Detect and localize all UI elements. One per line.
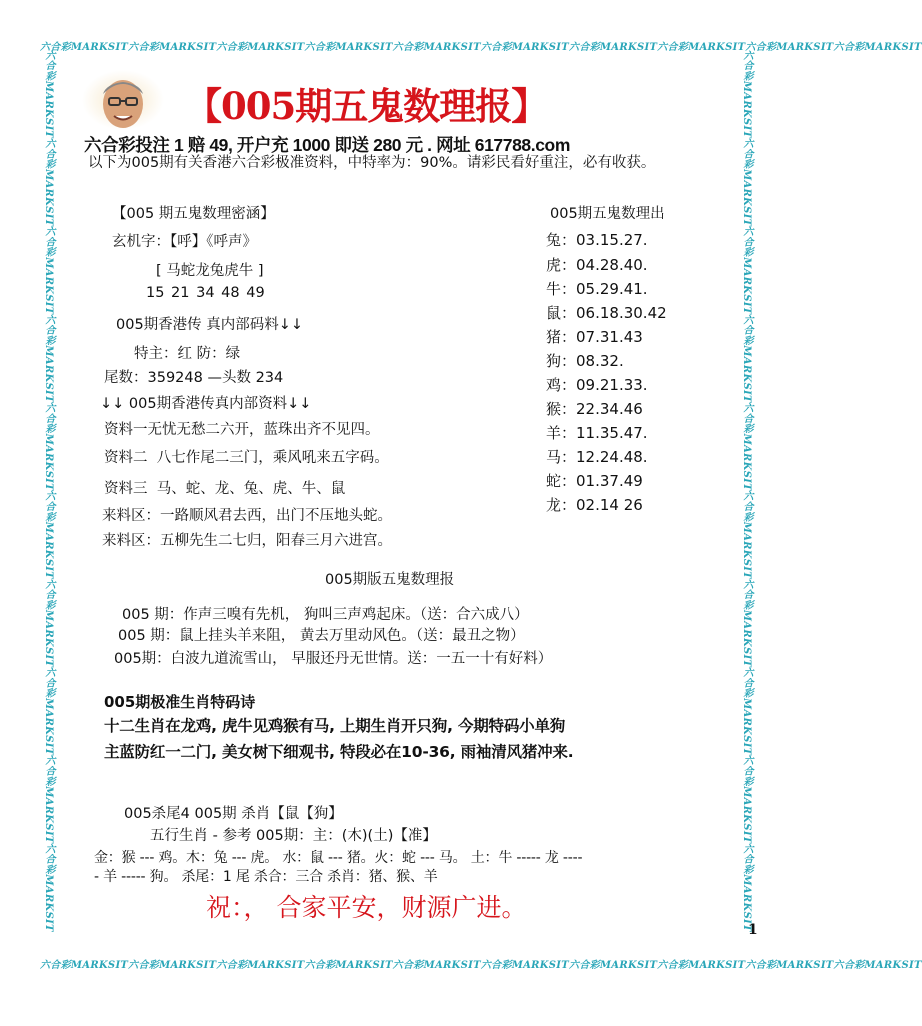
middle-prefix: 005 期： <box>122 607 184 623</box>
ziliao-label: 来料区： <box>102 533 160 549</box>
middle-prefix: 005 期： <box>118 628 180 644</box>
middle-prefix: 005期： <box>114 651 171 667</box>
te-zhu-line: 特主：红 防：绿 <box>134 346 241 362</box>
poem-line-2: 主蓝防红一二门, 美女树下细观书, 特段必在10-36, 雨袖清风猪冲来. <box>104 743 574 761</box>
border-bottom: 六合彩MARKSIT六合彩MARKSIT六合彩MARKSIT六合彩MARKSIT六合彩MARKSIT六合彩MARKSIT六合彩MARKSIT六合彩MARKSIT六合彩MARKSIT六合彩MARKSIT <box>40 960 922 971</box>
elements-line: 金：猴 --- 鸡。木：兔 --- 虎。 水：鼠 --- 猪。火：蛇 --- 马。 土：牛 ----- 龙 ---- <box>94 850 583 866</box>
middle-line-2 <box>118 624 525 645</box>
wuxing-line: 五行生肖 - 参考 005期：主：(木)(土)【准】 <box>150 828 437 844</box>
tail-head-line: 尾数：359248 —头数 234 <box>104 370 284 386</box>
portrait-image <box>82 70 164 130</box>
right-row: 蛇：01.37.49 <box>546 472 643 490</box>
xuanji-line: 玄机字：【呼】《呼声》 <box>112 234 257 250</box>
right-row: 牛：05.29.41. <box>546 280 648 298</box>
border-right: 六合彩MARKSIT六合彩MARKSIT六合彩MARKSIT六合彩MARKSIT六合彩MARKSIT六合彩MARKSIT六合彩MARKSIT六合彩MARKSIT六合彩MARKSIT六合彩MARKSIT <box>741 50 752 932</box>
middle-text: 白波九道流雪山， 早服还丹无世情。送：一五一十有好料） <box>170 651 553 667</box>
border-top: 六合彩MARKSIT六合彩MARKSIT六合彩MARKSIT六合彩MARKSIT六合彩MARKSIT六合彩MARKSIT六合彩MARKSIT六合彩MARKSIT六合彩MARKSIT六合彩MARKSIT <box>40 42 922 53</box>
animals-box: [ 马蛇龙兔虎牛 ] <box>156 263 264 279</box>
right-row: 猴：22.34.46 <box>546 400 643 418</box>
poem-line-1: 十二生肖在龙鸡, 虎牛见鸡猴有马, 上期生肖开只狗, 今期特码小单狗 <box>104 717 566 735</box>
ziliao-2 <box>104 446 389 467</box>
blessing: 祝：， 合家平安，财源广进。 <box>206 893 527 922</box>
hk-title-2: ↓↓ 005期香港传真内部资料↓↓ <box>100 396 312 412</box>
kill-line: 005杀尾4 005期 杀肖【鼠【狗】 <box>124 806 343 822</box>
middle-text: 鼠上挂头羊来阻， 黄去万里动风色。（送：最丑之物） <box>179 628 525 644</box>
ziliao-text: 八七作尾二三门，乘风吼来五字码。 <box>156 450 389 466</box>
ziliao-text: 无忧无愁二六开，蓝珠出齐不见四。 <box>147 422 380 438</box>
intro-text: 以下为005期有关香港六合彩极准资料，中特率为：90%。请彩民看好重注，必有收获。 <box>88 155 656 171</box>
ziliao-3 <box>104 477 345 498</box>
ziliao-label: 来料区： <box>102 508 160 524</box>
right-row: 兔：03.15.27. <box>546 231 648 249</box>
right-row: 羊：11.35.47. <box>546 424 648 442</box>
middle-title: 005期版五鬼数理报 <box>325 572 455 588</box>
middle-line-1 <box>122 603 529 624</box>
ziliao-label: 资料二 <box>104 450 148 466</box>
right-row: 猪：07.31.43 <box>546 328 643 346</box>
page-number: 1 <box>748 922 758 938</box>
middle-line-3 <box>114 647 552 668</box>
right-row: 虎：04.28.40. <box>546 256 648 274</box>
right-row: 鸡：09.21.33. <box>546 376 648 394</box>
right-row: 狗：08.32. <box>546 352 624 370</box>
section-title-miham: 【005 期五鬼数理密涵】 <box>112 206 275 222</box>
ziliao-5 <box>102 529 392 550</box>
ziliao-text: 一路顺风君去西，出门不压地头蛇。 <box>160 508 392 524</box>
right-row: 鼠：06.18.30.42 <box>546 304 667 322</box>
number-list: 15 21 34 48 49 <box>146 285 265 301</box>
right-row: 龙：02.14 26 <box>546 496 643 514</box>
poem-title: 005期极准生肖特码诗 <box>104 693 256 711</box>
elements-line-2: - 羊 ----- 狗。 杀尾：1 尾 杀合：三合 杀肖：猪、猴、羊 <box>94 869 438 885</box>
hk-title: 005期香港传 真内部码料↓↓ <box>116 317 304 333</box>
page-title: 【005期五鬼数理报】 <box>185 84 548 128</box>
ziliao-label: 资料一 <box>104 422 148 438</box>
right-row: 马：12.24.48. <box>546 448 648 466</box>
border-left: 六合彩MARKSIT六合彩MARKSIT六合彩MARKSIT六合彩MARKSIT六合彩MARKSIT六合彩MARKSIT六合彩MARKSIT六合彩MARKSIT六合彩MARKSIT六合彩MARKSIT <box>43 50 54 932</box>
middle-text: 作声三嗅有先机， 狗叫三声鸡起床。（送：合六成八） <box>183 607 529 623</box>
ziliao-4 <box>102 504 392 525</box>
ziliao-1 <box>104 418 380 439</box>
ziliao-label: 资料三 <box>104 481 148 497</box>
ziliao-text: 五柳先生二七归，阳春三月六进宫。 <box>160 533 392 549</box>
ziliao-text: 马、蛇、龙、兔、虎、牛、鼠 <box>156 481 346 497</box>
ad-line: 六合彩投注 1 赔 49, 开户充 1000 即送 280 元 . 网址 617788.com <box>84 135 570 155</box>
right-title: 005期五鬼数理出 <box>550 206 665 222</box>
